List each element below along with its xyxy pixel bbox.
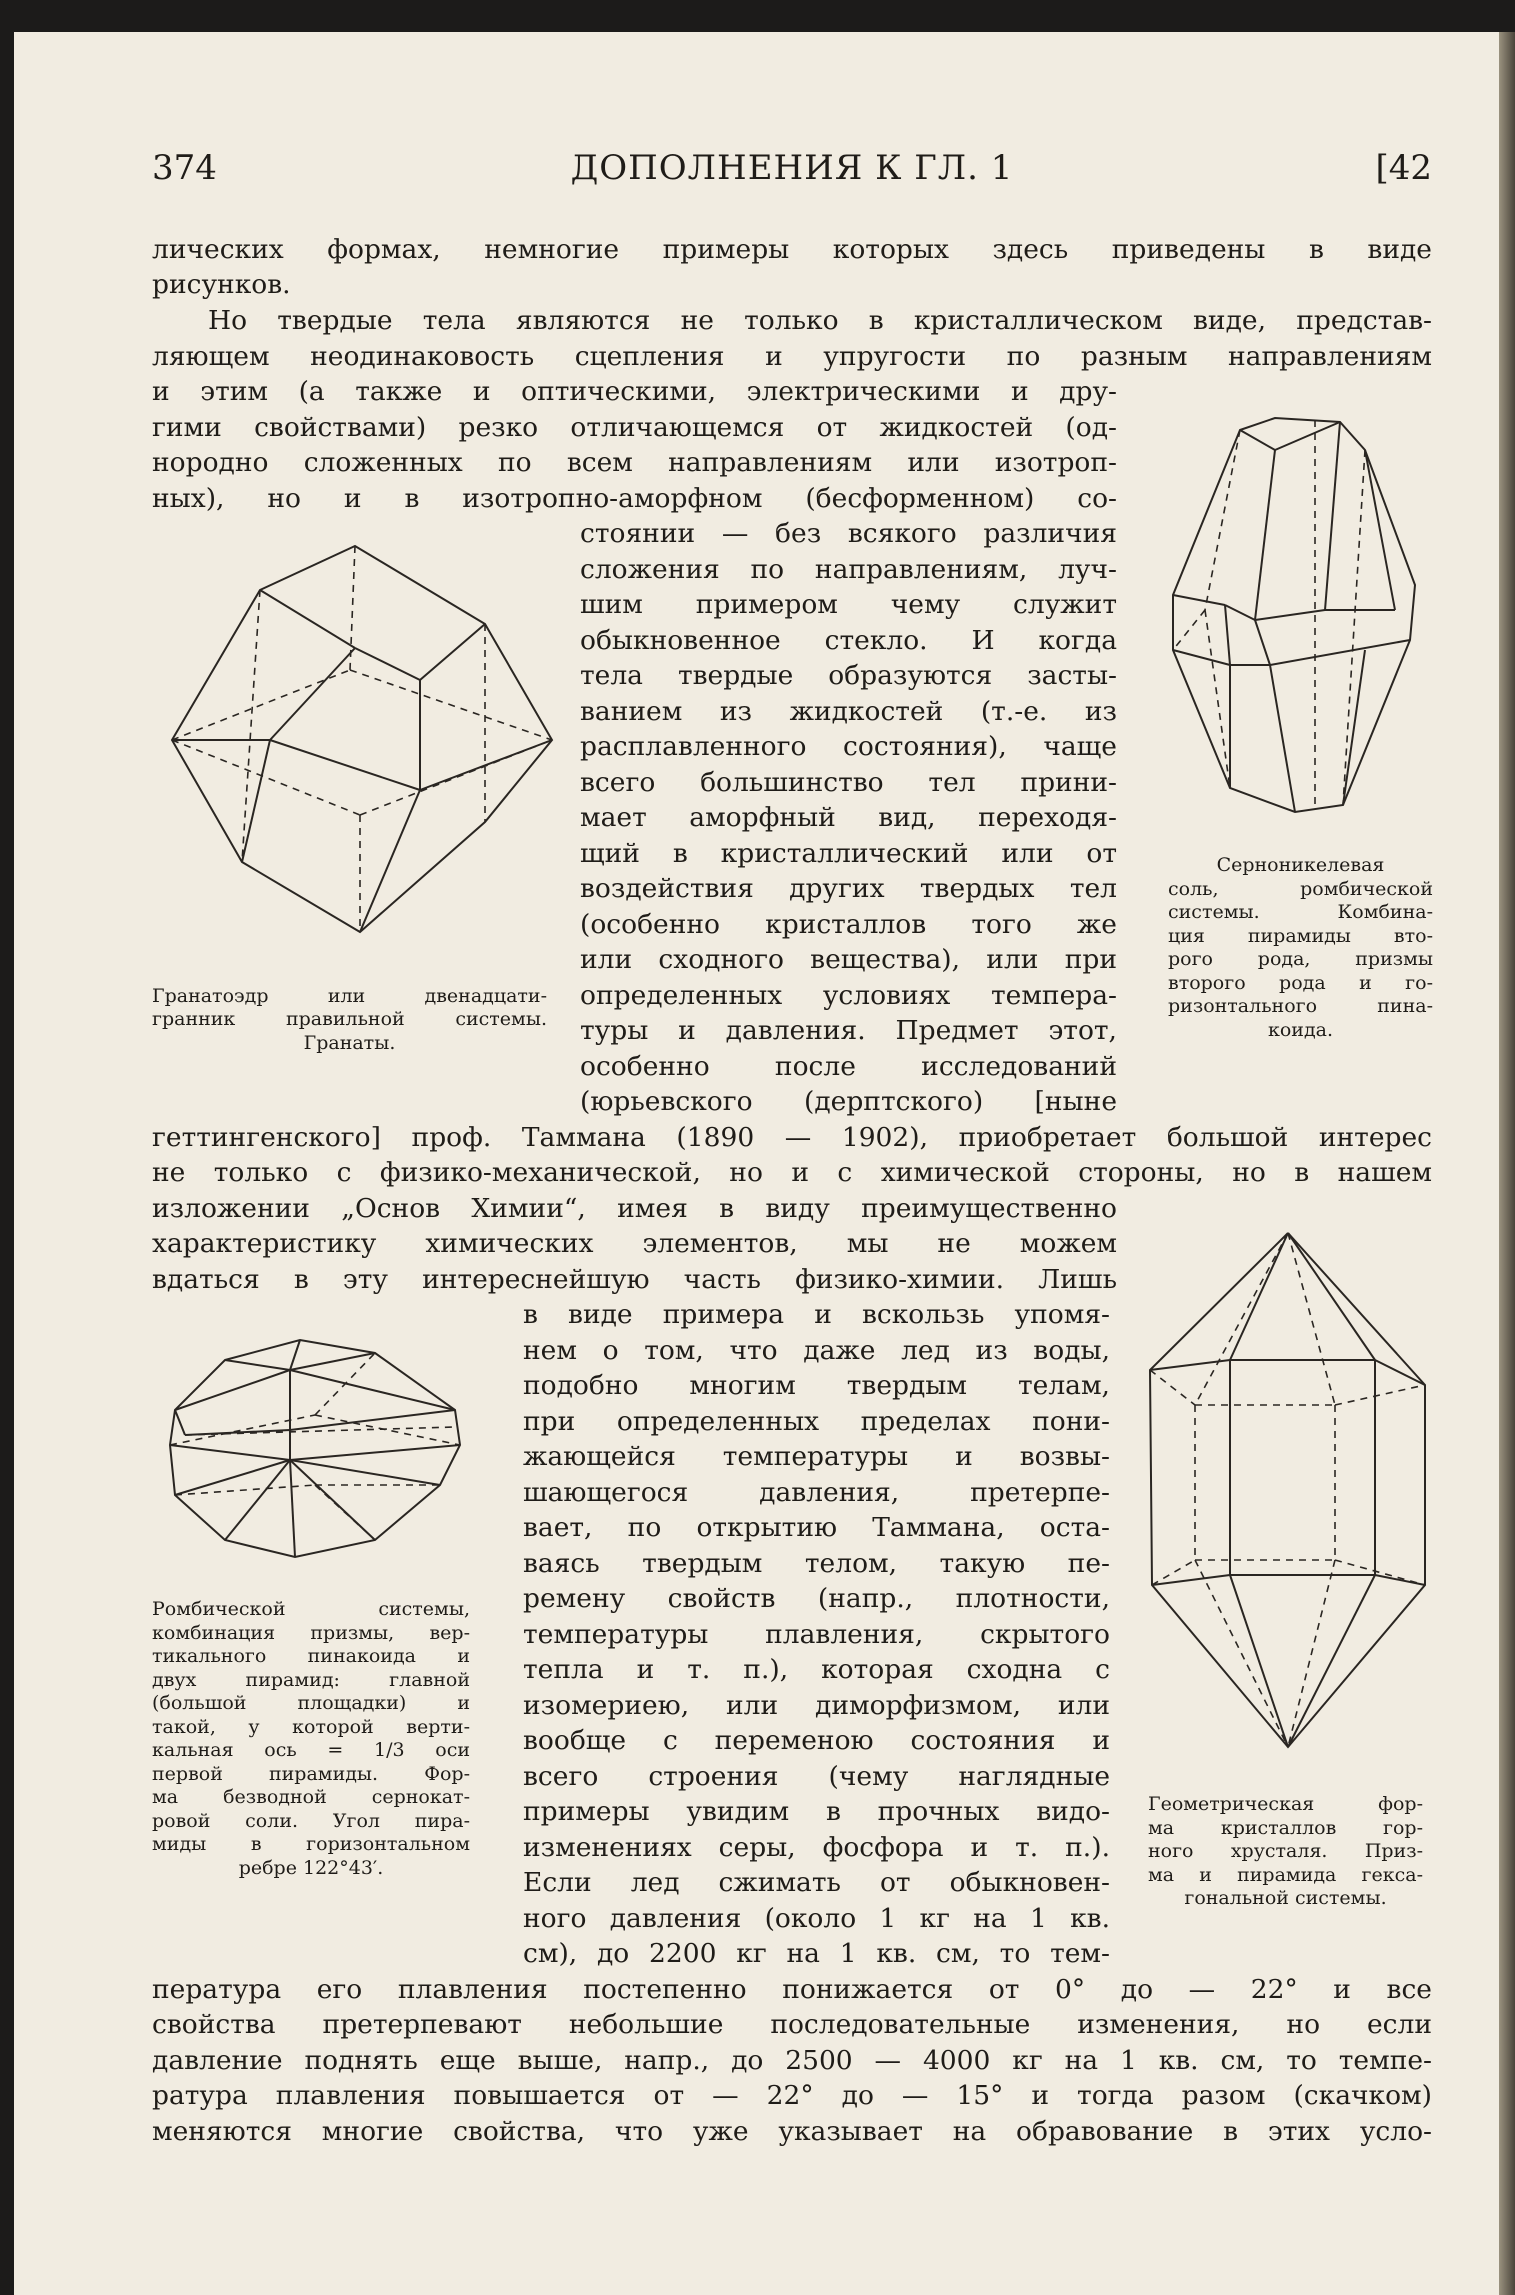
body-line: вообще с переменою состояния и xyxy=(523,1725,1110,1756)
caption-rhombic-line: Ромбической системы, xyxy=(152,1598,470,1620)
body-line: всего большинство тел прини- xyxy=(580,767,1117,798)
body-line: ных), но и в изотропно-аморфном (бесформенном) со- xyxy=(152,483,1117,514)
body-line: воздействия других твердых тел xyxy=(580,873,1117,904)
body-line: нородно сложенных по всем направлениям или изотроп- xyxy=(152,447,1117,478)
body-line: примеры увидим в прочных видо- xyxy=(523,1796,1110,1827)
caption-rhombic-line: такой, у которой верти- xyxy=(152,1716,470,1738)
figure-rhombic-combination xyxy=(165,1335,465,1560)
body-line: (особенно кристаллов того же xyxy=(580,909,1117,940)
caption-garnet-line: Гранаты. xyxy=(303,1032,396,1054)
caption-nickel-line: ция пирамиды вто- xyxy=(1168,925,1433,947)
body-line: определенных условиях темпера- xyxy=(580,980,1117,1011)
body-line: особенно после исследований xyxy=(580,1051,1117,1082)
body-line: жающейся температуры и возвы- xyxy=(523,1441,1110,1472)
body-line: шим примером чему служит xyxy=(580,589,1117,620)
caption-rhombic-line: (большой площадки) и xyxy=(152,1692,470,1714)
figure-quartz-crystal xyxy=(1140,1225,1430,1755)
body-line: ратура плавления повышается от — 22° до — 15° и тогда разом (скачком) xyxy=(152,2080,1432,2111)
chapter-title: ДОПОЛНЕНИЯ К ГЛ. 1 xyxy=(570,148,1014,188)
body-line: ваясь твердым телом, такую пе- xyxy=(523,1548,1110,1579)
caption-rhombic-line: миды в горизонтальном xyxy=(152,1833,470,1855)
caption-rhombic-line: кальная ось = 1/3 оси xyxy=(152,1739,470,1761)
running-header xyxy=(152,148,1432,198)
body-line: лических формах, немногие примеры которых здесь приведены в виде xyxy=(152,234,1432,265)
body-line: гими свойствами) резко отличающемся от жидкостей (од- xyxy=(152,412,1117,443)
body-line: при определенных пределах пони- xyxy=(523,1406,1110,1437)
body-line: туры и давления. Предмет этот, xyxy=(580,1015,1117,1046)
body-line: тепла и т. п.), которая сходна с xyxy=(523,1654,1110,1685)
caption-nickel-line: системы. Комбина- xyxy=(1168,901,1433,923)
caption-rhombic-line: ровой соли. Угол пира- xyxy=(152,1810,470,1832)
body-line: не только с физико-механической, но и с химической стороны, но в нашем xyxy=(152,1157,1432,1188)
body-line: шающегося давления, претерпе- xyxy=(523,1477,1110,1508)
caption-rhombic-line: комбинация призмы, вер- xyxy=(152,1622,470,1644)
body-line: см), до 2200 кг на 1 кв. см, то тем- xyxy=(523,1938,1110,1969)
caption-nickel-line: рого рода, призмы xyxy=(1168,948,1433,970)
caption-quartz-line: гональной системы. xyxy=(1184,1887,1387,1909)
caption-rhombic-line: двух пирамид: главной xyxy=(152,1669,470,1691)
body-line: пература его плавления постепенно понижается от 0° до — 22° и все xyxy=(152,1974,1432,2005)
caption-quartz-line: ма кристаллов гор- xyxy=(1148,1817,1423,1839)
caption-rhombic-line: первой пирамиды. Фор- xyxy=(152,1763,470,1785)
body-line: подобно многим твердым телам, xyxy=(523,1370,1110,1401)
body-line: щий в кристаллический или от xyxy=(580,838,1117,869)
caption-quartz-line: ма и пирамида гекса- xyxy=(1148,1864,1423,1886)
body-line: свойства претерпевают небольшие последовательные изменения, но если xyxy=(152,2009,1432,2040)
body-line: или сходного вещества), или при xyxy=(580,944,1117,975)
body-line: тела твердые образуются засты- xyxy=(580,660,1117,691)
caption-nickel-line: соль, ромбической xyxy=(1168,878,1433,900)
caption-rhombic-line: тикального пинакоида и xyxy=(152,1645,470,1667)
caption-nickel-line: второго рода и го- xyxy=(1168,972,1433,994)
caption-quartz-line: ного хрусталя. Приз- xyxy=(1148,1840,1423,1862)
body-line: в виде примера и вскользь упомя- xyxy=(523,1299,1110,1330)
body-line: сложения по направлениям, луч- xyxy=(580,554,1117,585)
body-line: вает, по открытию Таммана, оста- xyxy=(523,1512,1110,1543)
body-line: изомериею, или диморфизмом, или xyxy=(523,1690,1110,1721)
caption-rhombic-line: ма безводной сернокат- xyxy=(152,1786,470,1808)
body-line: ляющем неодинаковость сцепления и упругости по разным направлениям xyxy=(152,341,1432,372)
body-line: меняются многие свойства, что уже указывает на обравование в этих усло- xyxy=(152,2116,1432,2147)
body-line: всего строения (чему наглядные xyxy=(523,1761,1110,1792)
caption-garnet-line: гранник правильной системы. xyxy=(152,1008,547,1030)
body-line: изложении „Основ Химии“, имея в виду преимущественно xyxy=(152,1193,1117,1224)
body-line: и этим (а также и оптическими, электрическими и дру- xyxy=(152,376,1117,407)
body-line: (юрьевского (дерптского) [ныне xyxy=(580,1086,1117,1117)
body-line: вдаться в эту интереснейшую часть физико-химии. Лишь xyxy=(152,1264,1117,1295)
section-number: [42 xyxy=(1375,148,1432,188)
body-line: ного давления (около 1 кг на 1 кв. xyxy=(523,1903,1110,1934)
body-line: Если лед сжимать от обыкновен- xyxy=(523,1867,1110,1898)
body-line: расплавленного состояния), чаще xyxy=(580,731,1117,762)
caption-garnet-line: Гранатоэдр или двенадцати- xyxy=(152,985,547,1007)
body-line: характеристику химических элементов, мы не можем xyxy=(152,1228,1117,1259)
body-line: давление поднять еще выше, напр., до 2500 — 4000 кг на 1 кв. см, то темпе- xyxy=(152,2045,1432,2076)
body-line: температуры плавления, скрытого xyxy=(523,1619,1110,1650)
body-line: рисунков. xyxy=(152,269,291,300)
caption-nickel-line: Серноникелевая xyxy=(1216,854,1385,876)
body-line: ванием из жидкостей (т.-е. из xyxy=(580,696,1117,727)
caption-nickel-line: коида. xyxy=(1267,1019,1334,1041)
caption-quartz-line: Геометрическая фор- xyxy=(1148,1793,1423,1815)
figure-garnet-dodecahedron xyxy=(160,540,570,940)
body-line: ремену свойств (напр., плотности, xyxy=(523,1583,1110,1614)
page-number: 374 xyxy=(152,148,217,188)
figure-nickel-sulfate-crystal xyxy=(1165,410,1425,820)
body-line: мает аморфный вид, переходя- xyxy=(580,802,1117,833)
body-line: изменениях серы, фосфора и т. п.). xyxy=(523,1832,1110,1863)
body-line: геттингенского] проф. Таммана (1890 — 1902), приобретает большой интерес xyxy=(152,1122,1432,1153)
body-line: стоянии — без всякого различия xyxy=(580,518,1117,549)
caption-rhombic-line: ребре 122°43′. xyxy=(238,1857,384,1879)
body-line: обыкновенное стекло. И когда xyxy=(580,625,1117,656)
body-line: нем о том, что даже лед из воды, xyxy=(523,1335,1110,1366)
body-line: Но твердые тела являются не только в кристаллическом виде, представ- xyxy=(208,305,1432,336)
caption-nickel-line: ризонтального пина- xyxy=(1168,995,1433,1017)
page-binding-edge xyxy=(1499,32,1515,2295)
